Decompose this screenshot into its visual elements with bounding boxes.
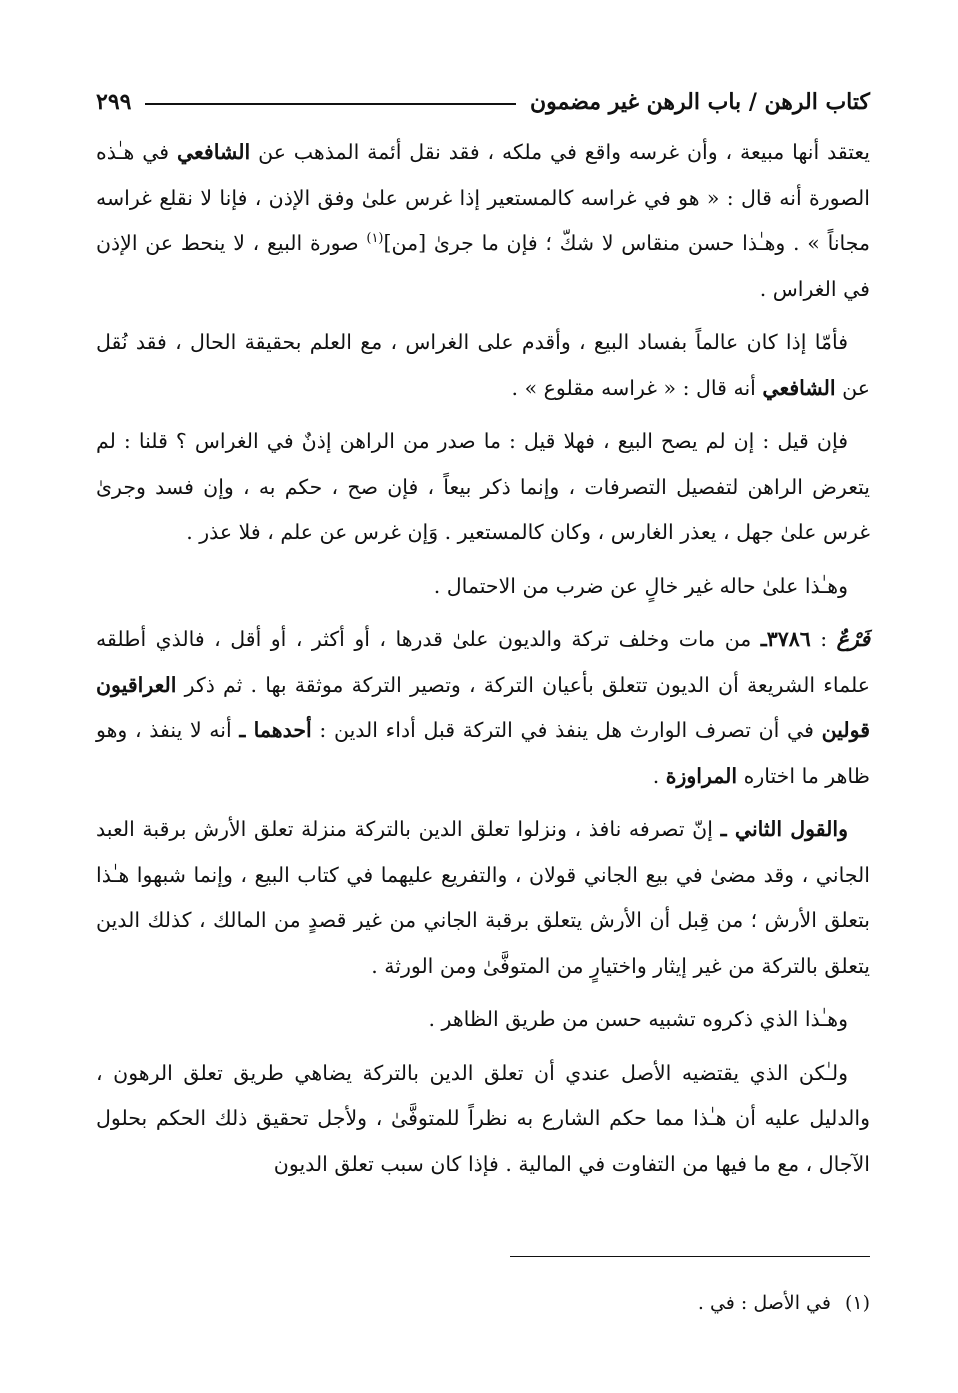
paragraph-7 bbox=[96, 997, 870, 1043]
paragraph-4 bbox=[96, 564, 870, 610]
header-title: كتاب الرهن / باب الرهن غير مضمون bbox=[529, 89, 870, 115]
footnote-number: (١) bbox=[844, 1292, 870, 1314]
bold-name: الشافعي bbox=[176, 140, 251, 164]
paragraph-text: ولـٰكن الذي يقتضيه الأصل عندي أن تعلق الدين بالتركة يضاهي طريق تعلق الرهون ، والدليل عليه أن هـٰذا مما حكم الشارع به نظراً للمتوفَّىٰ ، ولأجل تحقيق ذلك الحكم بحلول الآجال ، مع ما فيها من التفاوت في المالية . فإذا كان سبب تعلق الديون bbox=[96, 1060, 870, 1176]
paragraph-text: من مات وخلف تركة والديون علىٰ قدرها ، أو أكثر ، أو أقل ، فالذي أطلقه علماء الشريعة أن الديون تتعلق بأعيان التركة ، وتصير التركة موثقة بها . ثم ذكر bbox=[96, 627, 870, 697]
header-rule bbox=[145, 103, 516, 105]
paragraph-text: . bbox=[652, 763, 666, 788]
paragraph-1 bbox=[96, 130, 870, 312]
footnote-text: في الأصل : في . bbox=[697, 1292, 831, 1314]
paragraph-text: وهـٰذا الذي ذكروه تشبيه حسن من طريق الظاهر . bbox=[428, 1007, 848, 1031]
footnote-reference: (١) bbox=[366, 231, 384, 247]
footnote-rule bbox=[510, 1256, 870, 1257]
page-number: ٢٩٩ bbox=[96, 89, 132, 115]
paragraph-8 bbox=[96, 1051, 870, 1188]
paragraph-text: فإن قيل : إن لم يصح البيع ، فهلا قيل : ما صدر من الراهن إذنٌ في الغراس ؟ قلنا : لم يتعرض الراهن لتفصيل التصرفات ، وإنما ذكر بيعاً ، فإن صح ، حكم به ، وإن فسد وجرىٰ غرس علىٰ جهل ، يعذر الغارس ، وكان كالمستعير . وَإن غرس عن علم ، فلا عذر . bbox=[96, 429, 870, 544]
paragraph-text: صورة البيع ، لا ينحط عن الإذن في الغراس . bbox=[96, 231, 870, 301]
paragraph-text: فأمّا إذا كان عالماً بفساد البيع ، وأقدم على الغراس ، مع العلم بحقيقة الحال ، فقد نُقل عن bbox=[96, 330, 870, 400]
paragraph-text: أنه لا ينفذ ، وهو ظاهر ما اختاره bbox=[96, 718, 870, 788]
paragraph-text: : bbox=[810, 627, 837, 651]
far-label: فَرْعٌ bbox=[836, 627, 870, 651]
paragraph-text: في هـٰذه الصورة أنه قال : « هو في غراسه كالمستعير إذا غرس علىٰ وفق الإذن ، فإنا لا نقلع غراسه مجاناً » . وهـٰذا حسن منقاس لا شكّ ؛ فإن ما جرىٰ [من] bbox=[96, 140, 871, 255]
bold-phrase: والقول الثاني ـ bbox=[720, 817, 848, 841]
bold-name: الشافعي bbox=[762, 375, 836, 400]
paragraph-2 bbox=[96, 320, 870, 411]
bold-phrase: المراوزة bbox=[665, 763, 738, 788]
bold-phrase: أحدهما ـ bbox=[239, 718, 312, 742]
bold-phrase: العراقيون قولين bbox=[96, 672, 870, 742]
body-text bbox=[96, 130, 870, 1187]
paragraph-text: إنّ تصرفه نافذ ، ونزلوا تعلق الدين بالتركة منزلة تعلق الأرش برقبة العبد الجاني ، وقد مضىٰ في بيع الجاني قولان ، والتفريع عليهما في كتاب البيع ، وإنما شبهوا هـٰذا بتعلق الأرش ؛ من قِبل أن الأرش يتعلق برقبة الجاني من غير قصدٍ من المالك ، كذلك الدين يتعلق بالتركة من غير إيثار واختيارٍ من المتوفَّىٰ ومن الورثة . bbox=[96, 817, 870, 978]
footnote bbox=[698, 1292, 870, 1314]
paragraph-text: وهـٰذا علىٰ حاله غير خالٍ عن ضرب من الاحتمال . bbox=[433, 573, 848, 598]
running-header bbox=[96, 78, 870, 126]
paragraph-text: يعتقد أنها مبيعة ، وأن غرسه واقع في ملكه ، فقد نقل أئمة المذهب عن bbox=[250, 140, 870, 164]
issue-number: ٣٧٨٦ـ bbox=[760, 627, 811, 651]
paragraph-text: في أن تصرف الوارث هل ينفذ في التركة قبل أداء الدين : bbox=[311, 718, 822, 742]
paragraph-3 bbox=[96, 419, 870, 556]
book-page bbox=[96, 78, 870, 1353]
paragraph-5 bbox=[96, 617, 870, 799]
paragraph-text: أنه قال : « غراسه مقلوع » . bbox=[511, 375, 763, 400]
paragraph-6 bbox=[96, 807, 870, 989]
